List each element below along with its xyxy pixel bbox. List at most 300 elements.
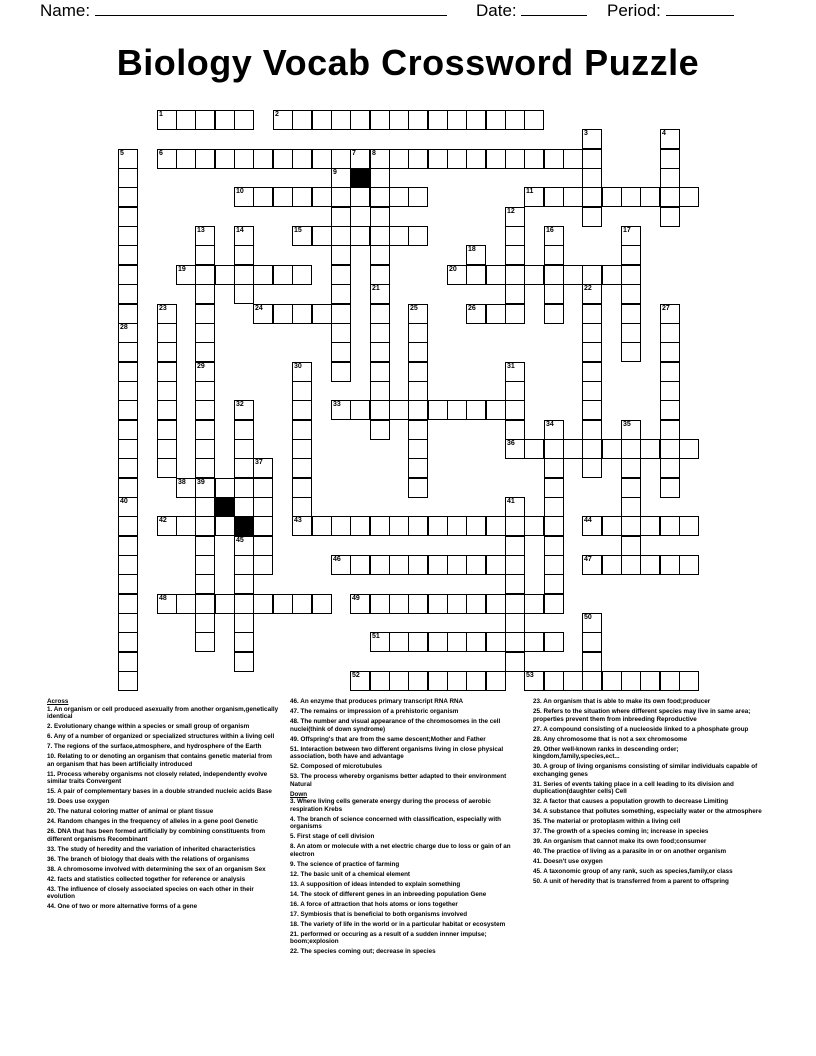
grid-cell[interactable] bbox=[331, 342, 351, 362]
grid-cell[interactable] bbox=[350, 400, 370, 420]
grid-cell[interactable] bbox=[292, 304, 312, 324]
grid-cell[interactable] bbox=[234, 458, 254, 478]
grid-cell[interactable] bbox=[312, 110, 332, 130]
grid-cell[interactable] bbox=[195, 400, 215, 420]
grid-cell[interactable] bbox=[195, 110, 215, 130]
grid-cell[interactable] bbox=[544, 420, 564, 440]
grid-cell[interactable] bbox=[195, 439, 215, 459]
grid-cell[interactable] bbox=[582, 458, 602, 478]
grid-cell[interactable] bbox=[350, 594, 370, 614]
grid-cell[interactable] bbox=[118, 187, 138, 207]
grid-cell[interactable] bbox=[370, 304, 390, 324]
grid-cell[interactable] bbox=[331, 110, 351, 130]
grid-cell[interactable] bbox=[640, 555, 660, 575]
grid-cell[interactable] bbox=[370, 187, 390, 207]
grid-cell[interactable] bbox=[118, 555, 138, 575]
grid-cell[interactable] bbox=[176, 516, 196, 536]
grid-cell[interactable] bbox=[524, 671, 544, 691]
grid-cell[interactable] bbox=[195, 478, 215, 498]
grid-cell[interactable] bbox=[331, 516, 351, 536]
grid-cell[interactable] bbox=[331, 207, 351, 227]
grid-cell[interactable] bbox=[466, 400, 486, 420]
grid-cell[interactable] bbox=[544, 632, 564, 652]
grid-cell[interactable] bbox=[370, 671, 390, 691]
grid-cell[interactable] bbox=[466, 516, 486, 536]
grid-cell[interactable] bbox=[253, 536, 273, 556]
grid-cell[interactable] bbox=[466, 110, 486, 130]
grid-cell[interactable] bbox=[582, 362, 602, 382]
grid-cell[interactable] bbox=[621, 265, 641, 285]
grid-cell[interactable] bbox=[176, 149, 196, 169]
grid-cell[interactable] bbox=[292, 149, 312, 169]
grid-cell[interactable] bbox=[157, 420, 177, 440]
grid-cell[interactable] bbox=[118, 594, 138, 614]
grid-cell[interactable] bbox=[195, 574, 215, 594]
grid-cell[interactable] bbox=[118, 304, 138, 324]
grid-cell[interactable] bbox=[292, 110, 312, 130]
grid-cell[interactable] bbox=[408, 323, 428, 343]
grid-cell[interactable] bbox=[118, 478, 138, 498]
grid-cell[interactable] bbox=[486, 555, 506, 575]
grid-cell[interactable] bbox=[505, 420, 525, 440]
grid-cell[interactable] bbox=[118, 671, 138, 691]
grid-cell[interactable] bbox=[505, 555, 525, 575]
grid-cell[interactable] bbox=[408, 594, 428, 614]
grid-cell[interactable] bbox=[370, 594, 390, 614]
grid-cell[interactable] bbox=[408, 458, 428, 478]
grid-cell[interactable] bbox=[660, 516, 680, 536]
grid-cell[interactable] bbox=[428, 400, 448, 420]
grid-cell[interactable] bbox=[331, 187, 351, 207]
grid-cell[interactable] bbox=[447, 149, 467, 169]
grid-cell[interactable] bbox=[350, 671, 370, 691]
grid-cell[interactable] bbox=[195, 381, 215, 401]
grid-cell[interactable] bbox=[544, 226, 564, 246]
grid-cell[interactable] bbox=[292, 478, 312, 498]
grid-cell[interactable] bbox=[621, 497, 641, 517]
grid-cell[interactable] bbox=[582, 439, 602, 459]
grid-cell[interactable] bbox=[370, 207, 390, 227]
grid-cell[interactable] bbox=[582, 207, 602, 227]
grid-cell[interactable] bbox=[234, 110, 254, 130]
grid-cell[interactable] bbox=[331, 284, 351, 304]
grid-cell[interactable] bbox=[447, 555, 467, 575]
grid-cell[interactable] bbox=[544, 245, 564, 265]
grid-cell[interactable] bbox=[428, 632, 448, 652]
grid-cell[interactable] bbox=[582, 187, 602, 207]
grid-cell[interactable] bbox=[679, 671, 699, 691]
grid-cell[interactable] bbox=[447, 265, 467, 285]
grid-cell[interactable] bbox=[466, 632, 486, 652]
grid-cell[interactable] bbox=[428, 594, 448, 614]
grid-cell[interactable] bbox=[660, 420, 680, 440]
grid-cell[interactable] bbox=[157, 458, 177, 478]
grid-cell[interactable] bbox=[273, 149, 293, 169]
grid-cell[interactable] bbox=[408, 555, 428, 575]
grid-cell[interactable] bbox=[486, 594, 506, 614]
grid-cell[interactable] bbox=[679, 516, 699, 536]
grid-cell[interactable] bbox=[621, 516, 641, 536]
grid-cell[interactable] bbox=[428, 149, 448, 169]
grid-cell[interactable] bbox=[195, 536, 215, 556]
grid-cell[interactable] bbox=[486, 400, 506, 420]
grid-cell[interactable] bbox=[524, 516, 544, 536]
grid-cell[interactable] bbox=[544, 594, 564, 614]
grid-cell[interactable] bbox=[389, 555, 409, 575]
grid-cell[interactable] bbox=[621, 245, 641, 265]
grid-cell[interactable] bbox=[195, 284, 215, 304]
grid-cell[interactable] bbox=[621, 304, 641, 324]
grid-cell[interactable] bbox=[505, 284, 525, 304]
grid-cell[interactable] bbox=[118, 168, 138, 188]
grid-cell[interactable] bbox=[234, 536, 254, 556]
grid-cell[interactable] bbox=[157, 400, 177, 420]
grid-cell[interactable] bbox=[370, 516, 390, 536]
grid-cell[interactable] bbox=[234, 226, 254, 246]
grid-cell[interactable] bbox=[273, 110, 293, 130]
grid-cell[interactable] bbox=[195, 613, 215, 633]
grid-cell[interactable] bbox=[118, 516, 138, 536]
grid-cell[interactable] bbox=[660, 671, 680, 691]
grid-cell[interactable] bbox=[292, 458, 312, 478]
grid-cell[interactable] bbox=[505, 439, 525, 459]
grid-cell[interactable] bbox=[621, 555, 641, 575]
grid-cell[interactable] bbox=[292, 439, 312, 459]
grid-cell[interactable] bbox=[544, 516, 564, 536]
grid-cell[interactable] bbox=[118, 323, 138, 343]
grid-cell[interactable] bbox=[621, 439, 641, 459]
grid-cell[interactable] bbox=[118, 342, 138, 362]
grid-cell[interactable] bbox=[370, 420, 390, 440]
grid-cell[interactable] bbox=[505, 497, 525, 517]
grid-cell[interactable] bbox=[370, 323, 390, 343]
grid-cell[interactable] bbox=[428, 110, 448, 130]
grid-cell[interactable] bbox=[157, 110, 177, 130]
grid-cell[interactable] bbox=[524, 149, 544, 169]
grid-cell[interactable] bbox=[621, 458, 641, 478]
grid-cell[interactable] bbox=[544, 497, 564, 517]
grid-cell[interactable] bbox=[582, 420, 602, 440]
grid-cell[interactable] bbox=[582, 671, 602, 691]
grid-cell[interactable] bbox=[118, 420, 138, 440]
grid-cell[interactable] bbox=[253, 265, 273, 285]
grid-cell[interactable] bbox=[370, 226, 390, 246]
grid-cell[interactable] bbox=[350, 110, 370, 130]
grid-cell[interactable] bbox=[582, 400, 602, 420]
grid-cell[interactable] bbox=[466, 671, 486, 691]
grid-cell[interactable] bbox=[234, 555, 254, 575]
grid-cell[interactable] bbox=[350, 149, 370, 169]
grid-cell[interactable] bbox=[660, 439, 680, 459]
grid-cell[interactable] bbox=[350, 226, 370, 246]
grid-cell[interactable] bbox=[582, 555, 602, 575]
grid-cell[interactable] bbox=[195, 265, 215, 285]
grid-cell[interactable] bbox=[370, 245, 390, 265]
grid-cell[interactable] bbox=[118, 536, 138, 556]
grid-cell[interactable] bbox=[621, 671, 641, 691]
grid-cell[interactable] bbox=[582, 652, 602, 672]
grid-cell[interactable] bbox=[505, 110, 525, 130]
grid-cell[interactable] bbox=[621, 420, 641, 440]
grid-cell[interactable] bbox=[621, 284, 641, 304]
grid-cell[interactable] bbox=[157, 342, 177, 362]
grid-cell[interactable] bbox=[660, 149, 680, 169]
grid-cell[interactable] bbox=[273, 265, 293, 285]
grid-cell[interactable] bbox=[621, 536, 641, 556]
grid-cell[interactable] bbox=[292, 226, 312, 246]
grid-cell[interactable] bbox=[273, 594, 293, 614]
grid-cell[interactable] bbox=[331, 245, 351, 265]
grid-cell[interactable] bbox=[273, 304, 293, 324]
grid-cell[interactable] bbox=[505, 207, 525, 227]
grid-cell[interactable] bbox=[563, 671, 583, 691]
grid-cell[interactable] bbox=[215, 265, 235, 285]
grid-cell[interactable] bbox=[370, 342, 390, 362]
grid-cell[interactable] bbox=[253, 149, 273, 169]
grid-cell[interactable] bbox=[331, 400, 351, 420]
grid-cell[interactable] bbox=[660, 168, 680, 188]
grid-cell[interactable] bbox=[234, 265, 254, 285]
grid-cell[interactable] bbox=[370, 284, 390, 304]
grid-cell[interactable] bbox=[331, 149, 351, 169]
grid-cell[interactable] bbox=[408, 420, 428, 440]
grid-cell[interactable] bbox=[582, 304, 602, 324]
grid-cell[interactable] bbox=[640, 439, 660, 459]
grid-cell[interactable] bbox=[350, 187, 370, 207]
grid-cell[interactable] bbox=[486, 110, 506, 130]
grid-cell[interactable] bbox=[408, 342, 428, 362]
grid-cell[interactable] bbox=[602, 671, 622, 691]
grid-cell[interactable] bbox=[312, 516, 332, 536]
grid-cell[interactable] bbox=[157, 362, 177, 382]
grid-cell[interactable] bbox=[389, 110, 409, 130]
grid-cell[interactable] bbox=[524, 110, 544, 130]
grid-cell[interactable] bbox=[157, 381, 177, 401]
grid-cell[interactable] bbox=[524, 632, 544, 652]
grid-cell[interactable] bbox=[505, 632, 525, 652]
grid-cell[interactable] bbox=[582, 265, 602, 285]
grid-cell[interactable] bbox=[389, 671, 409, 691]
grid-cell[interactable] bbox=[331, 265, 351, 285]
grid-cell[interactable] bbox=[234, 149, 254, 169]
grid-cell[interactable] bbox=[660, 342, 680, 362]
grid-cell[interactable] bbox=[466, 149, 486, 169]
grid-cell[interactable] bbox=[292, 381, 312, 401]
grid-cell[interactable] bbox=[118, 226, 138, 246]
grid-cell[interactable] bbox=[660, 323, 680, 343]
grid-cell[interactable] bbox=[505, 400, 525, 420]
grid-cell[interactable] bbox=[524, 439, 544, 459]
grid-cell[interactable] bbox=[621, 323, 641, 343]
grid-cell[interactable] bbox=[215, 110, 235, 130]
grid-cell[interactable] bbox=[544, 574, 564, 594]
grid-cell[interactable] bbox=[428, 516, 448, 536]
grid-cell[interactable] bbox=[195, 420, 215, 440]
grid-cell[interactable] bbox=[118, 284, 138, 304]
grid-cell[interactable] bbox=[331, 304, 351, 324]
grid-cell[interactable] bbox=[582, 342, 602, 362]
grid-cell[interactable] bbox=[660, 362, 680, 382]
grid-cell[interactable] bbox=[253, 555, 273, 575]
grid-cell[interactable] bbox=[408, 516, 428, 536]
grid-cell[interactable] bbox=[292, 420, 312, 440]
grid-cell[interactable] bbox=[331, 226, 351, 246]
grid-cell[interactable] bbox=[544, 187, 564, 207]
grid-cell[interactable] bbox=[253, 304, 273, 324]
grid-cell[interactable] bbox=[118, 381, 138, 401]
grid-cell[interactable] bbox=[331, 362, 351, 382]
grid-cell[interactable] bbox=[118, 265, 138, 285]
grid-cell[interactable] bbox=[253, 478, 273, 498]
grid-cell[interactable] bbox=[621, 187, 641, 207]
grid-cell[interactable] bbox=[505, 245, 525, 265]
grid-cell[interactable] bbox=[505, 536, 525, 556]
grid-cell[interactable] bbox=[640, 671, 660, 691]
grid-cell[interactable] bbox=[292, 362, 312, 382]
grid-cell[interactable] bbox=[389, 187, 409, 207]
grid-cell[interactable] bbox=[195, 632, 215, 652]
grid-cell[interactable] bbox=[331, 555, 351, 575]
grid-cell[interactable] bbox=[408, 226, 428, 246]
grid-cell[interactable] bbox=[389, 516, 409, 536]
grid-cell[interactable] bbox=[660, 400, 680, 420]
grid-cell[interactable] bbox=[118, 613, 138, 633]
grid-cell[interactable] bbox=[544, 478, 564, 498]
grid-cell[interactable] bbox=[660, 555, 680, 575]
grid-cell[interactable] bbox=[195, 594, 215, 614]
grid-cell[interactable] bbox=[660, 381, 680, 401]
grid-cell[interactable] bbox=[505, 594, 525, 614]
grid-cell[interactable] bbox=[176, 594, 196, 614]
grid-cell[interactable] bbox=[447, 110, 467, 130]
grid-cell[interactable] bbox=[312, 226, 332, 246]
grid-cell[interactable] bbox=[582, 516, 602, 536]
grid-cell[interactable] bbox=[486, 516, 506, 536]
grid-cell[interactable] bbox=[234, 400, 254, 420]
grid-cell[interactable] bbox=[582, 632, 602, 652]
grid-cell[interactable] bbox=[505, 516, 525, 536]
grid-cell[interactable] bbox=[621, 342, 641, 362]
grid-cell[interactable] bbox=[544, 555, 564, 575]
grid-cell[interactable] bbox=[312, 594, 332, 614]
grid-cell[interactable] bbox=[660, 458, 680, 478]
grid-cell[interactable] bbox=[157, 439, 177, 459]
grid-cell[interactable] bbox=[660, 207, 680, 227]
grid-cell[interactable] bbox=[234, 652, 254, 672]
grid-cell[interactable] bbox=[505, 265, 525, 285]
grid-cell[interactable] bbox=[408, 381, 428, 401]
grid-cell[interactable] bbox=[273, 187, 293, 207]
grid-cell[interactable] bbox=[331, 168, 351, 188]
grid-cell[interactable] bbox=[582, 613, 602, 633]
grid-cell[interactable] bbox=[195, 323, 215, 343]
grid-cell[interactable] bbox=[292, 594, 312, 614]
grid-cell[interactable] bbox=[195, 497, 215, 517]
grid-cell[interactable] bbox=[234, 594, 254, 614]
grid-cell[interactable] bbox=[486, 149, 506, 169]
grid-cell[interactable] bbox=[118, 458, 138, 478]
grid-cell[interactable] bbox=[486, 304, 506, 324]
grid-cell[interactable] bbox=[370, 555, 390, 575]
grid-cell[interactable] bbox=[544, 304, 564, 324]
grid-cell[interactable] bbox=[544, 536, 564, 556]
grid-cell[interactable] bbox=[215, 516, 235, 536]
grid-cell[interactable] bbox=[195, 245, 215, 265]
grid-cell[interactable] bbox=[370, 149, 390, 169]
grid-cell[interactable] bbox=[234, 284, 254, 304]
grid-cell[interactable] bbox=[679, 439, 699, 459]
grid-cell[interactable] bbox=[253, 497, 273, 517]
grid-cell[interactable] bbox=[640, 187, 660, 207]
grid-cell[interactable] bbox=[486, 671, 506, 691]
grid-cell[interactable] bbox=[312, 304, 332, 324]
grid-cell[interactable] bbox=[660, 478, 680, 498]
grid-cell[interactable] bbox=[679, 187, 699, 207]
grid-cell[interactable] bbox=[524, 265, 544, 285]
grid-cell[interactable] bbox=[447, 516, 467, 536]
grid-cell[interactable] bbox=[176, 110, 196, 130]
grid-cell[interactable] bbox=[253, 458, 273, 478]
grid-cell[interactable] bbox=[118, 149, 138, 169]
grid-cell[interactable] bbox=[118, 207, 138, 227]
grid-cell[interactable] bbox=[602, 265, 622, 285]
grid-cell[interactable] bbox=[563, 187, 583, 207]
grid-cell[interactable] bbox=[389, 226, 409, 246]
grid-cell[interactable] bbox=[215, 594, 235, 614]
grid-cell[interactable] bbox=[234, 478, 254, 498]
grid-cell[interactable] bbox=[505, 226, 525, 246]
grid-cell[interactable] bbox=[466, 245, 486, 265]
grid-cell[interactable] bbox=[118, 400, 138, 420]
grid-cell[interactable] bbox=[447, 671, 467, 691]
grid-cell[interactable] bbox=[505, 381, 525, 401]
grid-cell[interactable] bbox=[505, 574, 525, 594]
grid-cell[interactable] bbox=[447, 400, 467, 420]
grid-cell[interactable] bbox=[215, 149, 235, 169]
grid-cell[interactable] bbox=[157, 594, 177, 614]
grid-cell[interactable] bbox=[544, 265, 564, 285]
grid-cell[interactable] bbox=[157, 149, 177, 169]
grid-cell[interactable] bbox=[524, 594, 544, 614]
grid-cell[interactable] bbox=[679, 555, 699, 575]
grid-cell[interactable] bbox=[505, 362, 525, 382]
grid-cell[interactable] bbox=[544, 671, 564, 691]
grid-cell[interactable] bbox=[660, 187, 680, 207]
grid-cell[interactable] bbox=[602, 187, 622, 207]
grid-cell[interactable] bbox=[505, 652, 525, 672]
grid-cell[interactable] bbox=[466, 555, 486, 575]
grid-cell[interactable] bbox=[195, 226, 215, 246]
grid-cell[interactable] bbox=[350, 555, 370, 575]
grid-cell[interactable] bbox=[176, 265, 196, 285]
grid-cell[interactable] bbox=[234, 613, 254, 633]
grid-cell[interactable] bbox=[621, 478, 641, 498]
grid-cell[interactable] bbox=[640, 516, 660, 536]
grid-cell[interactable] bbox=[157, 516, 177, 536]
grid-cell[interactable] bbox=[370, 381, 390, 401]
grid-cell[interactable] bbox=[389, 594, 409, 614]
grid-cell[interactable] bbox=[331, 323, 351, 343]
grid-cell[interactable] bbox=[602, 516, 622, 536]
grid-cell[interactable] bbox=[505, 613, 525, 633]
grid-cell[interactable] bbox=[118, 439, 138, 459]
grid-cell[interactable] bbox=[660, 129, 680, 149]
grid-cell[interactable] bbox=[389, 632, 409, 652]
grid-cell[interactable] bbox=[408, 632, 428, 652]
grid-cell[interactable] bbox=[234, 420, 254, 440]
grid-cell[interactable] bbox=[215, 478, 235, 498]
grid-cell[interactable] bbox=[118, 362, 138, 382]
